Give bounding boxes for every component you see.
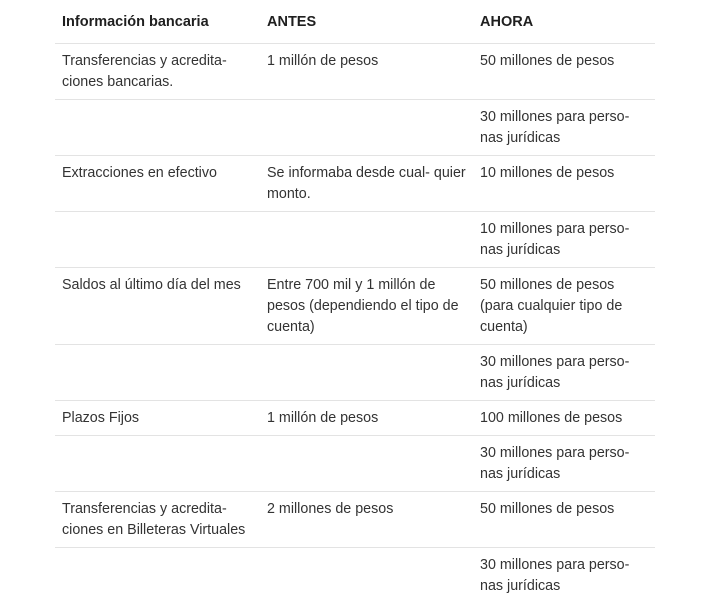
cell-concept: Saldos al último día del mes <box>55 268 260 345</box>
banking-info-table <box>55 0 655 603</box>
table-row <box>55 44 655 100</box>
cell-ahora: 10 millones de pesos <box>473 156 655 212</box>
cell-concept <box>55 548 260 604</box>
cell-ahora: 100 millones de pesos <box>473 401 655 436</box>
cell-concept <box>55 100 260 156</box>
cell-antes: 1 millón de pesos <box>260 44 473 100</box>
cell-antes: Entre 700 mil y 1 millón de pesos (dependiendo el tipo de cuenta) <box>260 268 473 345</box>
cell-antes: Se informaba desde cual- quier monto. <box>260 156 473 212</box>
cell-ahora: 50 millones de pesos (para cualquier tipo de cuenta) <box>473 268 655 345</box>
cell-ahora: 30 millones para perso- nas jurídicas <box>473 345 655 401</box>
table-row <box>55 436 655 492</box>
cell-antes <box>260 345 473 401</box>
cell-ahora: 50 millones de pesos <box>473 44 655 100</box>
table-header-row <box>55 0 655 44</box>
table-row <box>55 401 655 436</box>
cell-concept <box>55 436 260 492</box>
cell-ahora: 30 millones para perso- nas jurídicas <box>480 557 630 594</box>
cell-antes: 2 millones de pesos <box>260 492 473 548</box>
table-row <box>55 345 655 401</box>
cell-antes <box>260 548 473 604</box>
cell-concept: Extracciones en efectivo <box>55 156 260 212</box>
cell-ahora: 10 millones para perso- nas jurídicas <box>473 212 655 268</box>
cell-concept <box>55 212 260 268</box>
cell-antes <box>260 212 473 268</box>
header-informacion-bancaria: Información bancaria <box>55 0 260 44</box>
cell-concept: Transferencias y acredita- ciones bancarias. <box>55 44 260 100</box>
cell-antes: 1 millón de pesos <box>260 401 473 436</box>
cell-ahora: 50 millones de pesos <box>473 492 655 548</box>
table-row <box>55 492 655 548</box>
header-antes: ANTES <box>260 0 473 44</box>
cell-concept: Plazos Fijos <box>55 401 260 436</box>
table-row <box>55 100 655 156</box>
cell-ahora: 30 millones para perso- nas jurídicas <box>473 436 655 492</box>
header-ahora: AHORA <box>473 0 655 44</box>
table-row <box>55 548 655 604</box>
cell-antes <box>260 436 473 492</box>
table-row <box>55 212 655 268</box>
table-row <box>55 156 655 212</box>
cell-ahora: 30 millones para perso- nas jurídicas <box>473 100 655 156</box>
cell-concept: Transferencias y acredita- ciones en Billeteras Virtuales <box>55 492 260 548</box>
cell-antes <box>260 100 473 156</box>
table-row <box>55 268 655 345</box>
banking-info-table-container <box>55 0 655 603</box>
cell-concept <box>55 345 260 401</box>
